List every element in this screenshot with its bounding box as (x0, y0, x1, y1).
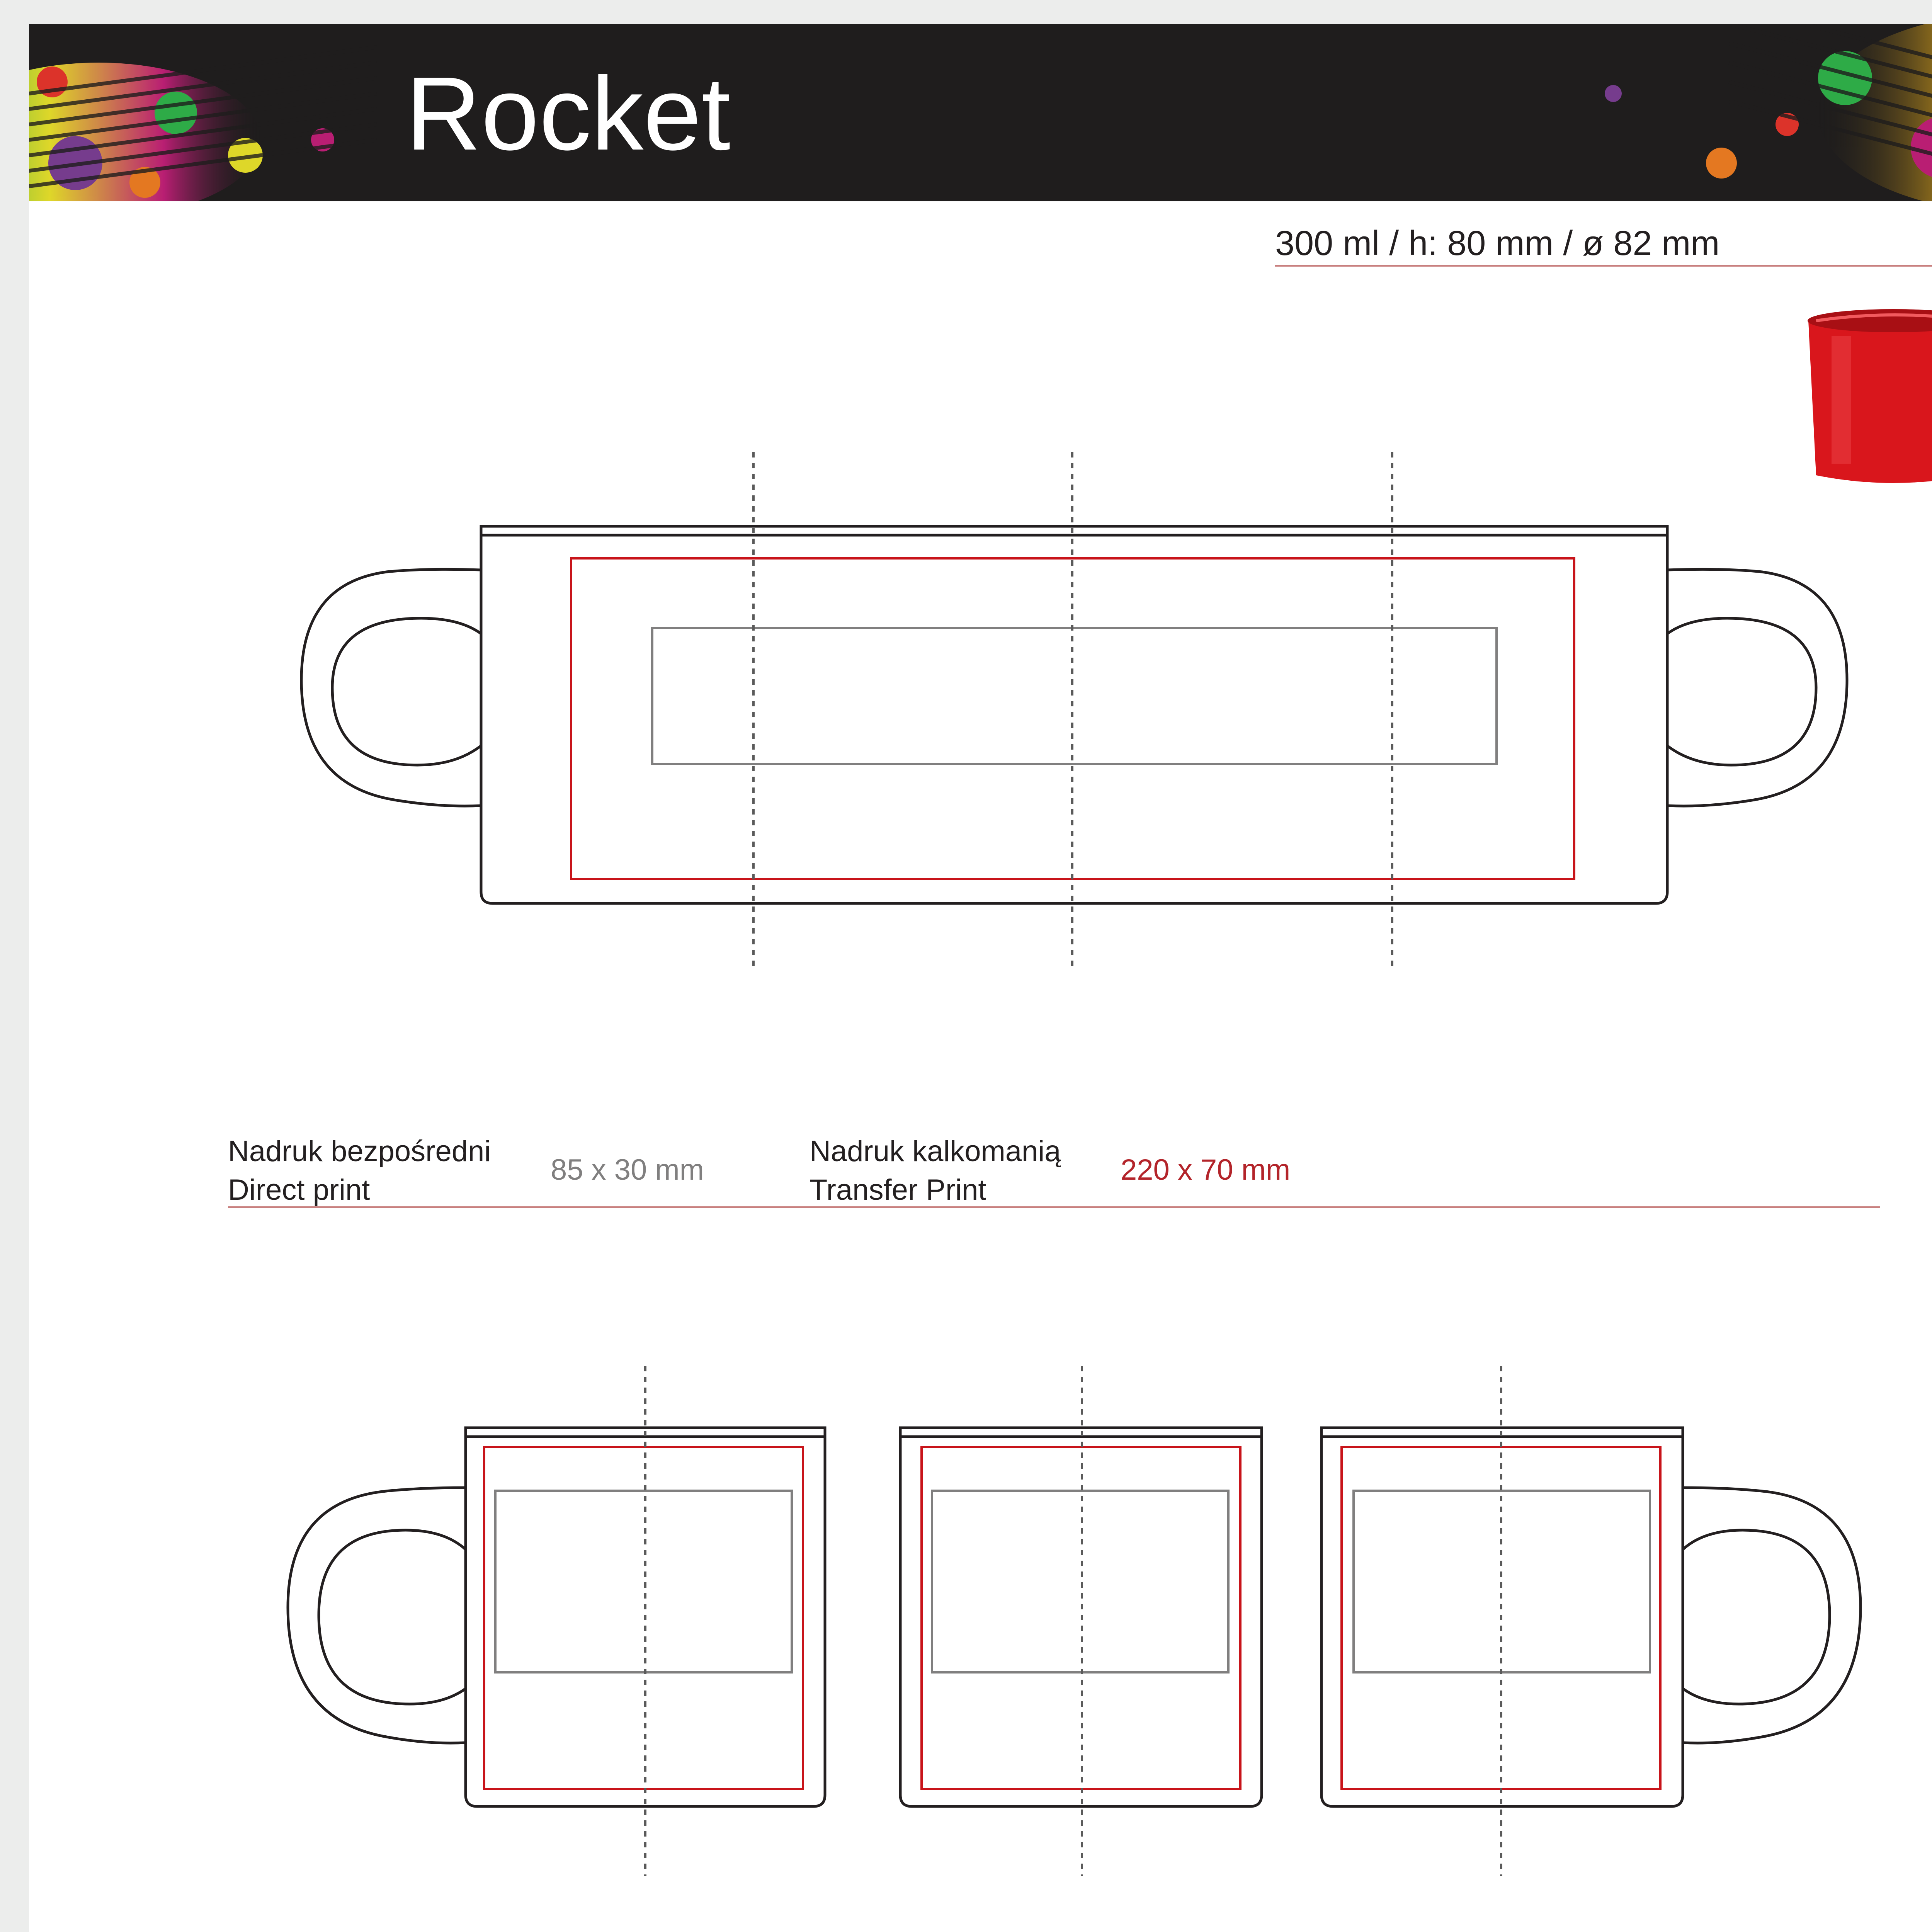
direct-area-wrap (652, 628, 1497, 764)
section1-direct-size: 85 x 30 mm (551, 1153, 704, 1186)
mug-view-left-handle (288, 1488, 466, 1743)
section1-transfer-size: 220 x 70 mm (1121, 1153, 1291, 1186)
top-mug-right-handle (1667, 569, 1847, 806)
product-title: Rocket (406, 56, 731, 172)
top-mug-body (481, 526, 1667, 903)
section1-divider (228, 1206, 1880, 1208)
mug-view-right-handle (1683, 1488, 1861, 1743)
direct-area-left (495, 1491, 792, 1672)
section1-direct-label: Nadruk bezpośredni Direct print (228, 1135, 491, 1206)
top-mug-left-handle (301, 569, 481, 806)
transfer-area-left (484, 1447, 803, 1789)
product-specs: 300 ml / h: 80 mm / ø 82 mm (1275, 224, 1720, 263)
direct-area-center (932, 1491, 1228, 1672)
section1-transfer-label: Nadruk kalkomanią Transfer Print (810, 1135, 1061, 1206)
